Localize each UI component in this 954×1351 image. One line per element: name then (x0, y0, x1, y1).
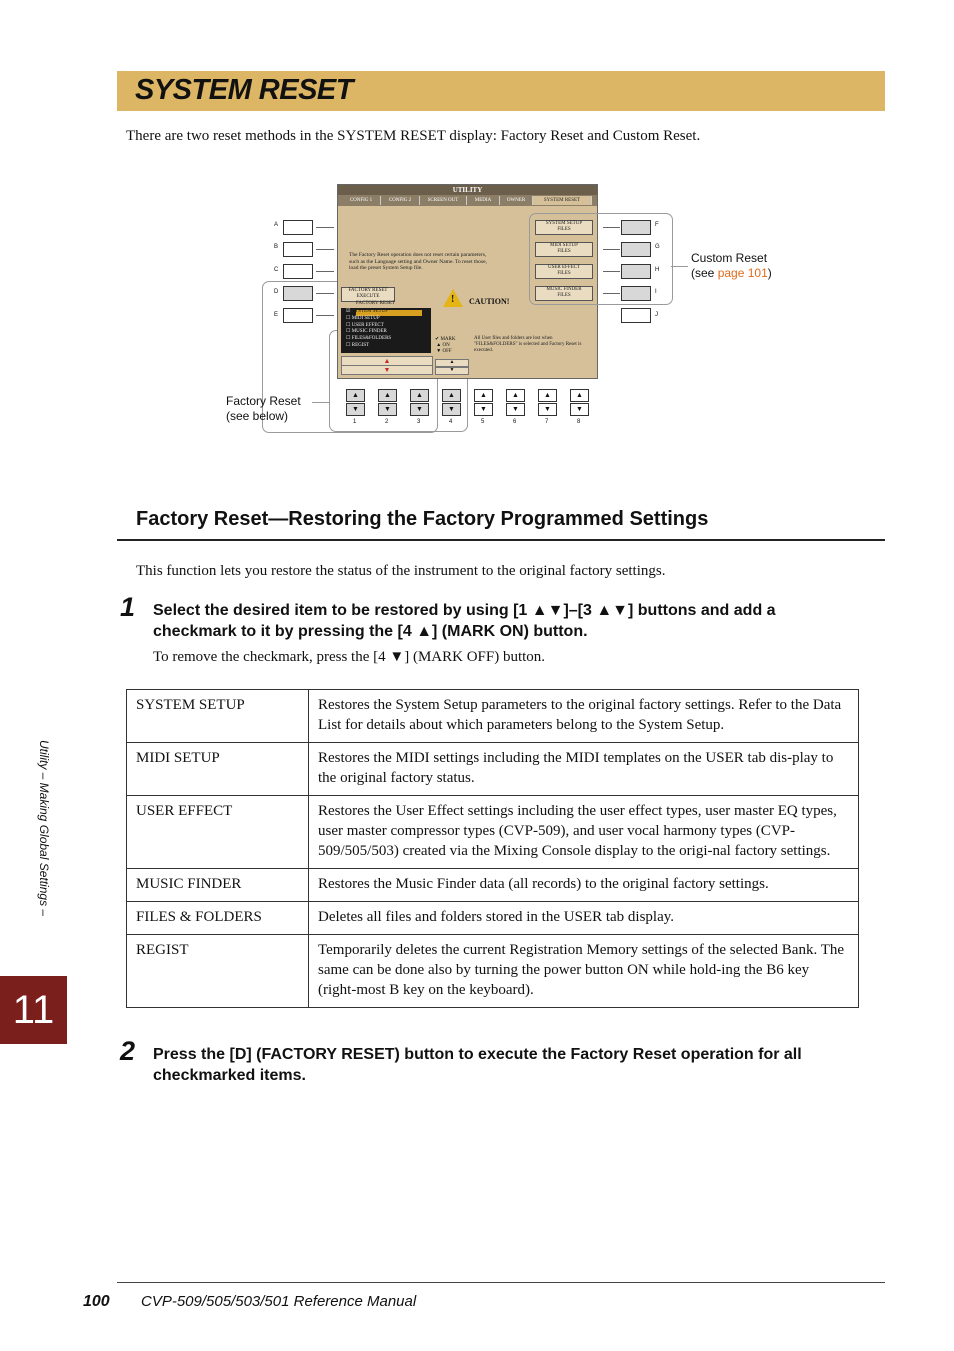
button-4-up[interactable]: ▲ (442, 389, 461, 402)
button-6-up[interactable]: ▲ (506, 389, 525, 402)
button-7-down[interactable]: ▼ (538, 403, 557, 416)
tab-config-2[interactable]: CONFIG 2 (381, 196, 420, 205)
tab-config-1[interactable]: CONFIG 1 (342, 196, 381, 205)
button-letter: E (274, 312, 279, 318)
button-1-down[interactable]: ▼ (346, 403, 365, 416)
button-6-down[interactable]: ▼ (506, 403, 525, 416)
subsection-title: Factory Reset—Restoring the Factory Programmed Settings (136, 508, 709, 530)
button-letter: H (655, 267, 660, 273)
music-finder-files[interactable]: MUSIC FINDER FILES (535, 286, 593, 301)
list-item[interactable]: ☐ REGIST (346, 342, 370, 348)
button-h[interactable] (621, 264, 651, 279)
button-7-up[interactable]: ▲ (538, 389, 557, 402)
screen-title: UTILITY (338, 185, 597, 195)
mark-controls: ✔ MARK ▲ ON ▼ OFF (435, 337, 456, 354)
list-item[interactable]: ☐ FILES&FOLDERS (346, 336, 392, 342)
button-2-up[interactable]: ▲ (378, 389, 397, 402)
list-item[interactable]: ☐ USER EFFECT (346, 322, 384, 328)
list-item[interactable]: ☐ MIDI SETUP (346, 315, 380, 321)
page-link[interactable]: page 101 (717, 266, 768, 280)
button-i[interactable] (621, 286, 651, 301)
button-letter: A (274, 222, 279, 228)
item-list (341, 308, 431, 353)
button-g[interactable] (621, 242, 651, 257)
system-setup-files[interactable]: SYSTEM SETUP FILES (535, 220, 593, 235)
step-number: 1 (120, 592, 136, 622)
button-letter: D (274, 289, 279, 295)
list-item[interactable]: ☑ SYSTEM SETUP (346, 309, 388, 314)
mark-off-icon[interactable]: ▼ (435, 367, 469, 375)
button-letter: B (274, 244, 279, 250)
factory-reset-table (126, 689, 859, 1008)
tab-screen-out[interactable]: SCREEN OUT (420, 196, 467, 205)
button-j[interactable] (621, 308, 651, 323)
button-8-down[interactable]: ▼ (570, 403, 589, 416)
screen-note: The Factory Reset operation does not reset certain parameters, such as the Language setting and Owner Name. To reset those, load the preset System Setup file. (349, 252, 487, 271)
button-letter: F (655, 222, 659, 228)
button-3-up[interactable]: ▲ (410, 389, 429, 402)
step-2-text: Press the [D] (FACTORY RESET) button to execute the Factory Reset operation for all checkmarked items. (153, 1046, 802, 1084)
button-letter: I (655, 289, 657, 295)
mark-on-icon[interactable]: ▲ (435, 359, 469, 367)
section-title: SYSTEM RESET (135, 74, 353, 106)
table-row: MUSIC FINDER Restores the Music Finder data (all records) to the original factory settings. (127, 869, 859, 902)
table-row: REGIST Temporarily deletes the current Registration Memory settings of the selected Bank. The same can be done also by turning the power button ON while hold-ing the B6 key (right-most B key on the keyboard). (127, 935, 859, 1008)
chapter-number: 11 (0, 976, 67, 1044)
lcd-screen: UTILITY CONFIG 1 CONFIG 2 SCREEN OUT MEDIA OWNER SYSTEM RESET The Factory Reset operation does not reset certain parameters, such as the Language setting and Owner Name. To reset those, load the preset System Setup file. FACTORY RESET EXECUTE FACTORY RESET ☑ SYSTEM SETUP ☐ MIDI SETUP ☐ USER EFFECT ☐ MUSIC FINDER ☐ FILES&FOLDERS ☐ REGIST ▲ ▼ ✔ MARK ▲ ON ▼ OFF ▲ ▼ ! CAUTION! All User files and folders are lost when "FILES&FOLDERS" is selected and Factory Reset is executed. SYSTEM SETUP FILES MIDI SETUP FILES USER EFFECT FILES MUSIC FINDER FILES (337, 184, 598, 379)
factory-reset-label: Factory Reset (see below) (226, 394, 301, 423)
button-5-down[interactable]: ▼ (474, 403, 493, 416)
button-3-down[interactable]: ▼ (410, 403, 429, 416)
button-c[interactable] (283, 264, 313, 279)
manual-title: CVP-509/505/503/501 Reference Manual (141, 1293, 417, 1310)
button-1-up[interactable]: ▲ (346, 389, 365, 402)
custom-reset-callout (529, 213, 673, 305)
midi-setup-files[interactable]: MIDI SETUP FILES (535, 242, 593, 257)
side-chapter-label: Utility – Making Global Settings – (37, 740, 51, 917)
step-1-note: To remove the checkmark, press the [4 ▼] (MARK OFF) button. (153, 649, 546, 665)
check-icon: ✔ (435, 337, 440, 342)
table-row: FILES & FOLDERS Deletes all files and folders stored in the USER tab display. (127, 902, 859, 935)
scroll-down-icon[interactable]: ▼ (341, 365, 433, 375)
scroll-up-icon[interactable]: ▲ (341, 356, 433, 366)
sub-intro: This function lets you restore the status of the instrument to the original factory settings. (136, 563, 666, 579)
button-2-down[interactable]: ▼ (378, 403, 397, 416)
button-letter: G (655, 244, 660, 250)
intro-text: There are two reset methods in the SYSTEM RESET display: Factory Reset and Custom Reset. (126, 128, 701, 144)
button-letter: J (655, 312, 658, 318)
list-item[interactable]: ☐ MUSIC FINDER (346, 329, 387, 335)
footer-rule (117, 1282, 885, 1283)
divider (117, 539, 885, 541)
caution-label: CAUTION! (469, 297, 510, 306)
table-row: SYSTEM SETUP Restores the System Setup parameters to the original factory settings. Refer to the Data List for details about which parameters belong to the System Setup. (127, 690, 859, 743)
factory-reset-execute[interactable]: FACTORY RESET EXECUTE (341, 287, 395, 302)
button-4-down[interactable]: ▼ (442, 403, 461, 416)
page-number: 100 (83, 1293, 110, 1310)
screen-tabs (338, 195, 597, 206)
caution-text: All User files and folders are lost when "FILES&FOLDERS" is selected and Factory Reset is executed. (474, 336, 582, 353)
factory-reset-heading: FACTORY RESET (356, 301, 395, 306)
user-effect-files[interactable]: USER EFFECT FILES (535, 264, 593, 279)
button-f[interactable] (621, 220, 651, 235)
tab-media[interactable]: MEDIA (467, 196, 500, 205)
button-a[interactable] (283, 220, 313, 235)
tab-owner[interactable]: OWNER (500, 196, 533, 205)
step-1-text: Select the desired item to be restored by using [1 ▲▼]–[3 ▲▼] buttons and add a checkmark to it by pressing the [4 ▲] (MARK ON) button. (153, 602, 776, 640)
tab-system-reset[interactable]: SYSTEM RESET (533, 196, 592, 205)
button-letter: C (274, 267, 279, 273)
button-8-up[interactable]: ▲ (570, 389, 589, 402)
button-b[interactable] (283, 242, 313, 257)
table-row: USER EFFECT Restores the User Effect settings including the user effect types, user master EQ types, user master compressor types (CVP-509), and user vocal harmony types (CVP-509/505/503) created via the Mixing Console display to the origi-nal factory settings. (127, 796, 859, 869)
step-number: 2 (120, 1036, 136, 1066)
button-5-up[interactable]: ▲ (474, 389, 493, 402)
reset-display-diagram: A B C D E UTILITY CONFIG 1 CONFIG 2 SCREEN OUT MEDIA OWNER SYSTEM RESET The Factory Reset operation does not reset certain parameters, such as the Language setting and Owner Name. To reset those, load the preset System Setup file. FACTORY RESET EXECUTE FACTORY RESET ☑ SYSTEM SETUP ☐ MIDI SETUP ☐ USER EFFECT ☐ MUSIC FINDER ☐ FILES&FOLDERS ☐ REGIST ▲ ▼ ✔ MARK ▲ ON ▼ OFF ▲ ▼ ! CAUTION! All User files and folders are lost when "FILES&FOLDERS" is selected and Factory Reset is executed. SYSTEM SETUP FILES MIDI SETUP FILES USER EFFECT FILES MUSIC FINDER FILES F G H I J Custom Reset (see page 101) ▲ ▼ ▲ ▼ ▲ ▼ ▲ ▼ ▲ ▼ ▲ ▼ ▲ ▼ ▲ ▼ 1 2 3 4 5 6 7 8 Factory Reset (see below) (0, 0, 954, 470)
custom-reset-label: Custom Reset (see page 101) (691, 251, 772, 280)
table-row: MIDI SETUP Restores the MIDI settings including the MIDI templates on the USER tab dis-play to the original factory status. (127, 743, 859, 796)
